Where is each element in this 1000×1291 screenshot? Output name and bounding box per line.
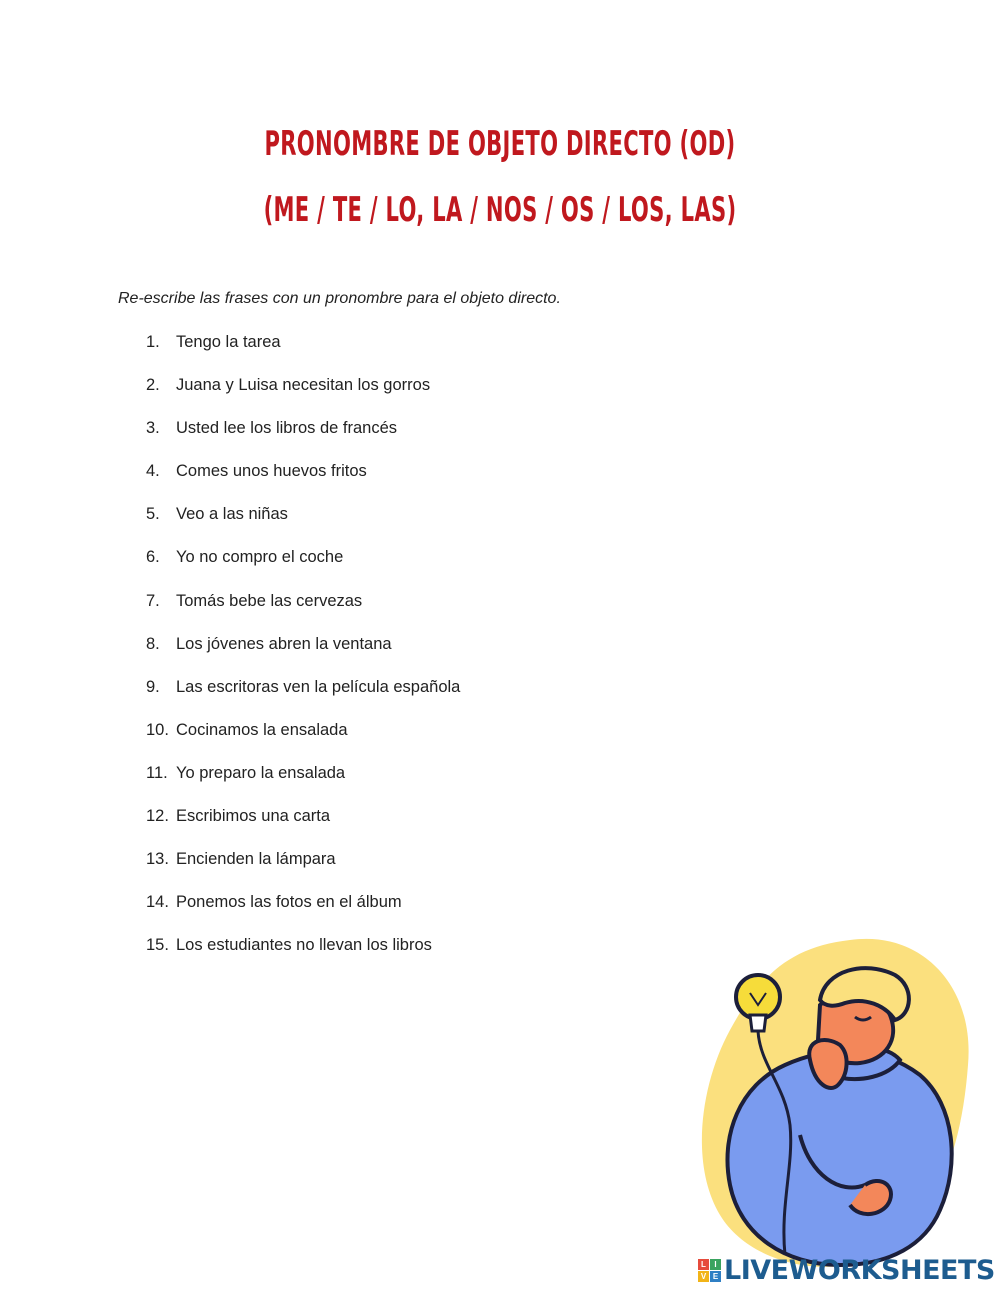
item-number: 12. <box>146 807 169 826</box>
watermark-text: LIVEWORKSHEETS <box>724 1254 995 1286</box>
item-number: 2. <box>146 376 160 395</box>
item-text: Yo no compro el coche <box>176 548 344 567</box>
item-text: Comes unos huevos fritos <box>176 462 367 481</box>
item-text: Encienden la lámpara <box>176 850 336 869</box>
item-number: 15. <box>146 936 169 955</box>
list-item <box>146 331 460 374</box>
item-text: Tengo la tarea <box>176 333 281 351</box>
list-item <box>146 417 460 460</box>
list-item <box>146 934 460 977</box>
instructions: Re-escribe las frases con un pronombre para el objeto directo. <box>118 290 561 307</box>
liveworksheets-logo-icon: L I V E <box>698 1259 721 1282</box>
item-text: Escribimos una carta <box>176 807 331 826</box>
list-item <box>146 676 460 719</box>
item-text: Usted lee los libros de francés <box>176 419 398 438</box>
item-number: 7. <box>146 591 160 610</box>
item-number: 11. <box>146 763 168 782</box>
item-number: 9. <box>146 677 160 696</box>
item-text: Los estudiantes no llevan los libros <box>176 936 432 955</box>
exercise-list <box>146 331 460 977</box>
list-item <box>146 374 460 417</box>
item-text: Ponemos las fotos en el álbum <box>176 893 402 912</box>
list-item <box>146 633 460 676</box>
list-item <box>146 590 460 633</box>
item-text: Veo a las niñas <box>176 505 288 524</box>
item-number: 5. <box>146 505 160 524</box>
list-item <box>146 762 460 805</box>
page-subtitle: (ME / TE / LO, LA / NOS / OS / LOS, LAS) <box>263 190 737 230</box>
list-item <box>146 719 460 762</box>
item-text: Los jóvenes abren la ventana <box>176 634 392 653</box>
list-item <box>146 848 460 891</box>
list-item <box>146 805 460 848</box>
page-title: PRONOMBRE DE OBJETO DIRECTO (OD) <box>264 124 736 164</box>
item-number: 14. <box>146 893 169 912</box>
list-item <box>146 503 460 546</box>
thinking-person-illustration <box>690 935 980 1275</box>
item-number: 1. <box>146 333 160 351</box>
item-number: 4. <box>146 462 160 481</box>
item-text: Tomás bebe las cervezas <box>176 591 363 610</box>
list-item <box>146 891 460 934</box>
item-number: 8. <box>146 634 160 653</box>
item-text: Cocinamos la ensalada <box>176 720 348 739</box>
item-text: Juana y Luisa necesitan los gorros <box>176 376 431 395</box>
item-text: Las escritoras ven la película española <box>176 677 461 696</box>
liveworksheets-watermark <box>698 1253 995 1287</box>
item-number: 6. <box>146 548 160 567</box>
item-number: 3. <box>146 419 160 438</box>
item-number: 10. <box>146 720 169 739</box>
list-item <box>146 546 460 589</box>
list-item <box>146 460 460 503</box>
item-text: Yo preparo la ensalada <box>176 763 346 782</box>
item-number: 13. <box>146 850 169 869</box>
